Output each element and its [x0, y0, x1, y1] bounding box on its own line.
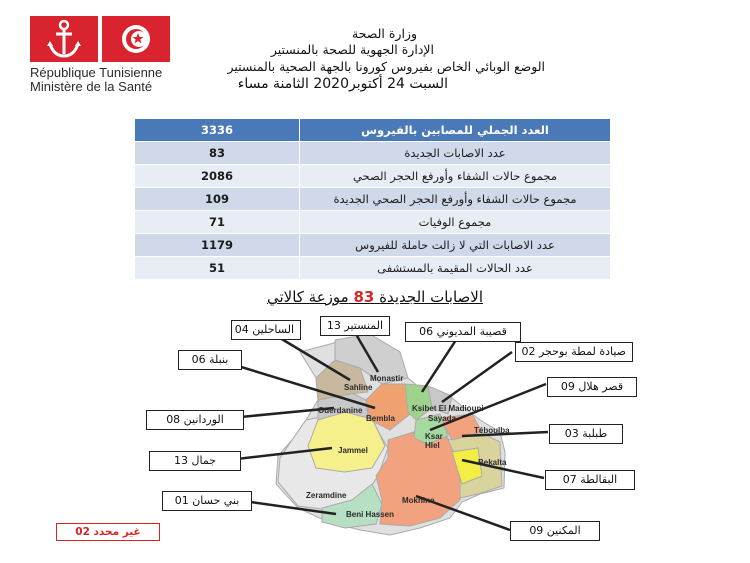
stats-value: 83 [135, 142, 300, 165]
callout-moknine: المكنين 09 [510, 521, 600, 541]
map-title-count: 83 [353, 288, 375, 306]
place-ksar: Ksar [425, 432, 443, 441]
place-hlel: Hlel [425, 441, 440, 450]
stats-value: 71 [135, 211, 300, 234]
stats-label: مجموع حالات الشفاء وأورفع الحجر الصحي الجديدة [300, 188, 611, 211]
stats-label: عدد الحالات المقيمة بالمستشفى [300, 257, 611, 280]
map-title-before: الاصابات الجديدة [379, 288, 484, 306]
stats-value: 51 [135, 257, 300, 280]
callout-sayada: صيادة لمطة بوحجر 02 [515, 342, 633, 362]
callout-sahline: الساحلين 04 [231, 320, 301, 340]
callout-ksar-hellal: قصر هلال 09 [547, 377, 637, 397]
map-title-after: موزعة كالاتي [266, 288, 349, 306]
callout-bekalta: البقالطة 07 [545, 470, 635, 490]
place-beni-hassen: Beni Hassen [346, 510, 395, 519]
header-situation: الوضع الوبائي الخاص بفيروس كورونا بالجهة الصحية بالمنستير [227, 59, 545, 74]
callout-ksibet-medyouni: قصيبة المديوني 06 [405, 322, 521, 342]
place-ksibet: Ksibet El Madiouni [412, 404, 484, 413]
stats-label: العدد الجملي للمصابين بالفيروس [300, 119, 611, 142]
callout-ouerdanine: الوردانين 08 [146, 410, 244, 430]
header-regional-direction: الإدارة الجهوية للصحة بالمنستير [270, 42, 434, 57]
place-zeramdine: Zeramdine [306, 491, 347, 500]
leader-sayada [442, 352, 512, 402]
place-bekalta: Bekalta [478, 458, 507, 467]
stats-label: مجموع الوفيات [300, 211, 611, 234]
callout-teboulba: طبلبة 03 [549, 424, 623, 444]
place-jammel: Jammel [338, 446, 368, 455]
stats-label: عدد الاصابات الجديدة [300, 142, 611, 165]
stats-value: 1179 [135, 234, 300, 257]
callout-beni-hassen: بني حسان 01 [162, 491, 252, 511]
callout-bembla: بنبلة 06 [178, 350, 242, 370]
stats-label: عدد الاصابات التي لا زالت حاملة للفيروس [300, 234, 611, 257]
place-sayada: Sayada [428, 414, 457, 423]
place-sahline: Sahline [344, 383, 373, 392]
stats-value: 109 [135, 188, 300, 211]
place-moknine: Moknine [402, 496, 435, 505]
place-monastir: Monastir [370, 374, 404, 383]
callout-jemmal: جمال 13 [149, 451, 241, 471]
place-ouerdanine: Ouerdanine [318, 406, 363, 415]
stats-value: 2086 [135, 165, 300, 188]
callout-monastir: المنستير 13 [320, 316, 390, 336]
unknown-cases-badge: غير محدد 02 [56, 523, 160, 541]
place-bembla: Bembla [366, 414, 395, 423]
republic-label: République Tunisienne [30, 65, 163, 80]
leader-ksibet [422, 340, 456, 392]
place-teboulba: Téboulba [474, 426, 510, 435]
stats-label: مجموع حالات الشفاء وأورفع الحجر الصحي [300, 165, 611, 188]
ministry-label: Ministère de la Santé [30, 79, 153, 94]
stats-value: 3336 [135, 119, 300, 142]
header-date: السبت 24 أكتوبر2020 الثامنة مساء [237, 76, 448, 92]
header-ministry: وزارة الصحة [352, 26, 417, 41]
